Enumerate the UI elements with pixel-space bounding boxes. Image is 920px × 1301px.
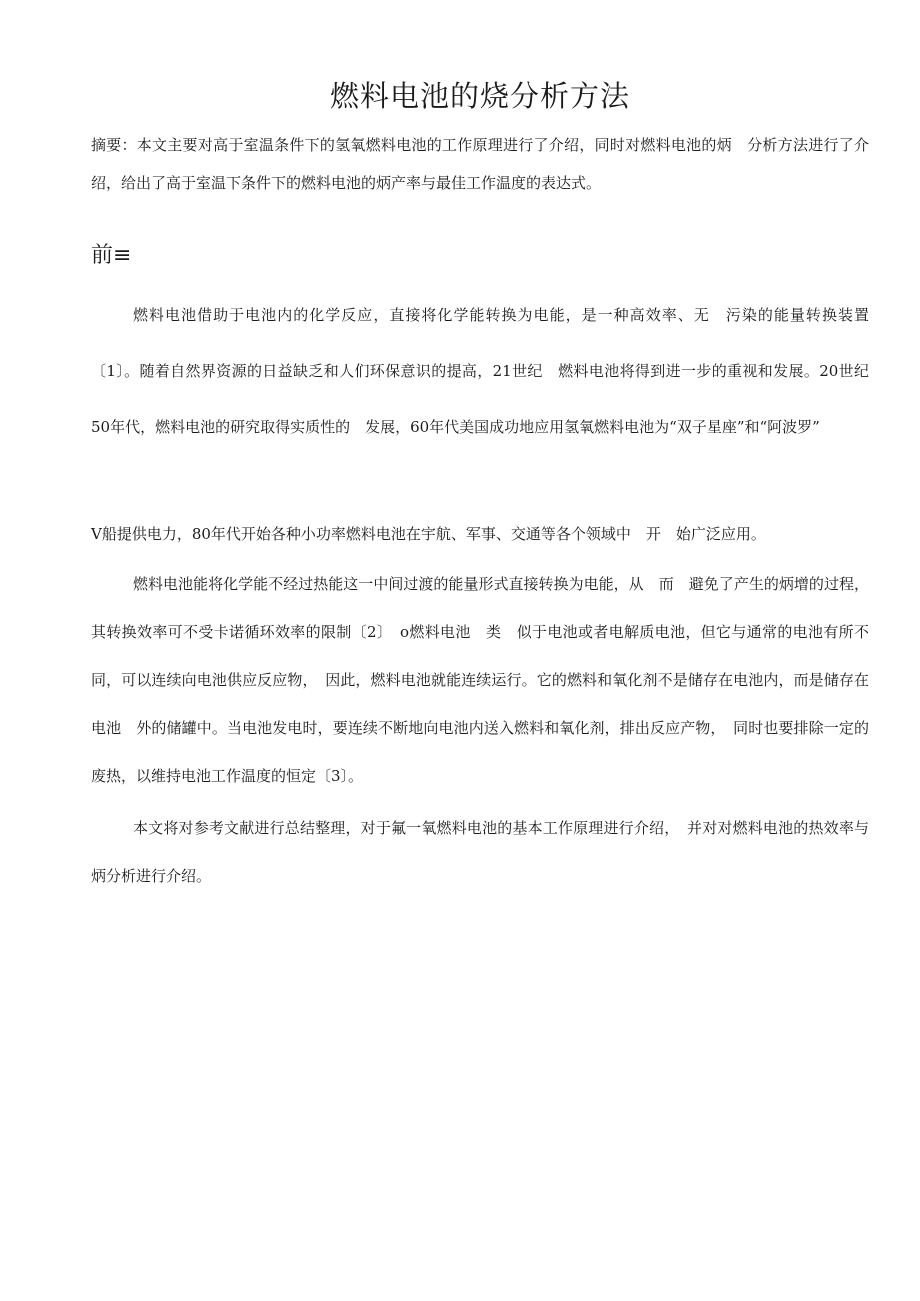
body-paragraph-2: 燃料电池能将化学能不经过热能这一中间过渡的能量形式直接转换为电能，从 而 避免了产生的炳增的过程，其转换效率可不受卡诺循环效率的限制〔2〕 o燃料电池 类 似于电池或者电解质电池，但它与通常的电池有所不同，可以连续向电池供应反应物， 因此，燃料电池就能连续运行。它的燃料和氧化剂不是储存在电池内，而是储存在电池 外的储罐中。当电池发电时，要连续不断地向电池内送入燃料和氧化剂，排出反应产物， 同时也要排除一定的废热，以维持电池工作温度的恒定〔3〕。	[91, 575, 869, 785]
abstract-paragraph: 摘要：本文主要对高于室温条件下的氢氧燃料电池的工作原理进行了介绍，同时对燃料电池的炳 分析方法进行了介绍，给出了高于室温下条件下的燃料电池的炳产率与最佳工作温度的表达式。	[91, 136, 869, 192]
section-heading-preface: 前≡	[91, 243, 132, 268]
document-title: 燃料电池的烧分析方法	[329, 79, 630, 113]
body-paragraph-1-continuation: V船提供电力，80年代开始各种小功率燃料电池在宇航、军事、交通等各个领域中 开 始广泛应用。	[91, 525, 766, 543]
body-paragraph-1: 燃料电池借助于电池内的化学反应，直接将化学能转换为电能，是一种高效率、无 污染的能量转换装置〔1〕。随着自然界资源的日益缺乏和人们环保意识的提高，21世纪 燃料电池将得到进一步的重视和发展。20世纪50年代，燃料电池的研究取得实质性的 发展，60年代美国成功地应用氢氧燃料电池为“双子星座”和“阿波罗”	[91, 306, 869, 436]
body-paragraph-3: 本文将对参考文献进行总结整理，对于氟一氧燃料电池的基本工作原理进行介绍， 并对对燃料电池的热效率与炳分析进行介绍。	[91, 819, 869, 885]
